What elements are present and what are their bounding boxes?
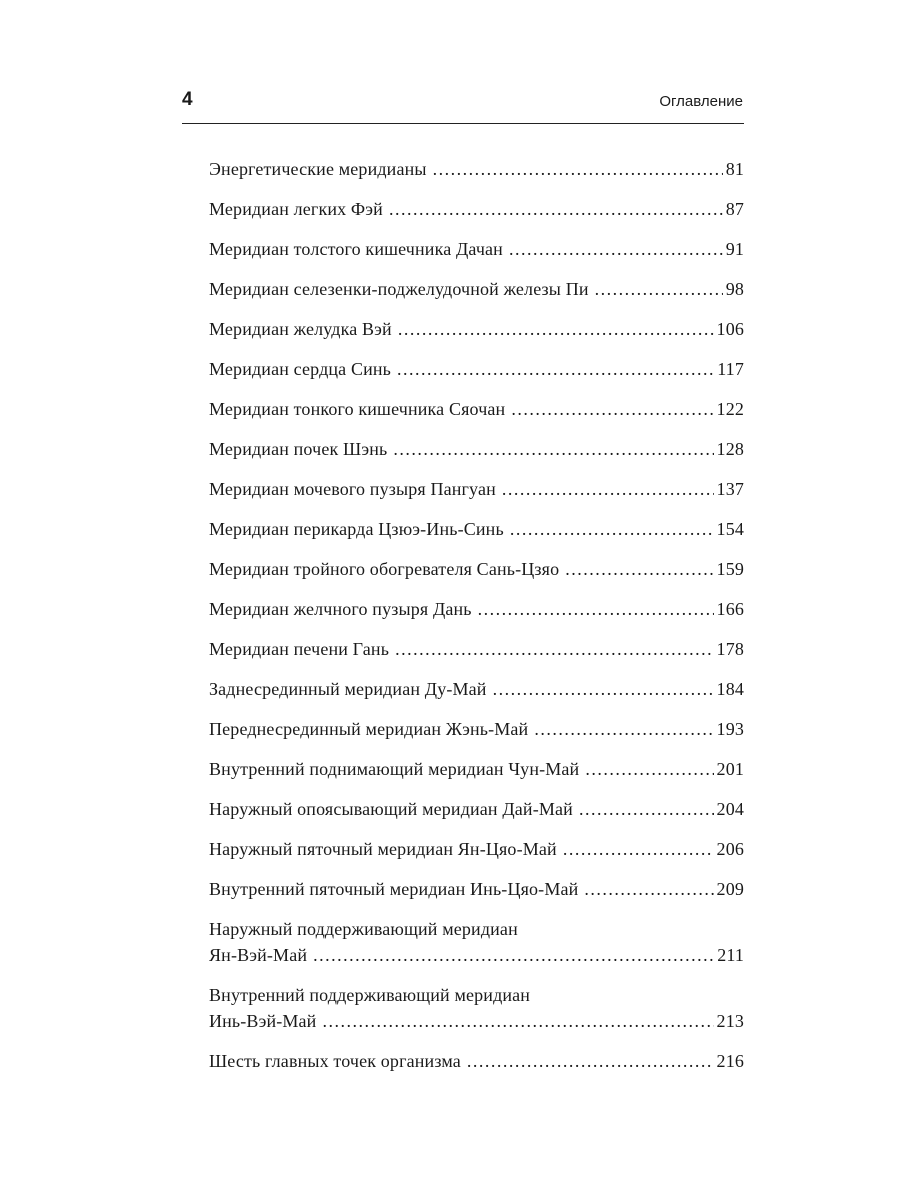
toc-entry-title: Меридиан печени Гань (209, 639, 390, 659)
toc-entry[interactable] (209, 516, 744, 542)
dot-leader (493, 676, 714, 702)
dot-leader (502, 476, 714, 502)
toc-entry-page: 137 (716, 479, 744, 499)
toc-entry-page: 166 (716, 599, 744, 619)
dot-leader (322, 1008, 713, 1034)
toc-entry[interactable] (209, 196, 744, 222)
toc-entry-page: 87 (725, 199, 744, 219)
toc-entry-page: 122 (716, 399, 744, 419)
toc-entry[interactable] (209, 916, 744, 968)
toc-entry-page: 178 (716, 639, 744, 659)
toc-entry-page: 81 (725, 159, 744, 179)
toc-entry-title: Меридиан почек Шэнь (209, 439, 388, 459)
toc-entry[interactable] (209, 716, 744, 742)
toc-entry-title-continued: Инь-Вэй-Май (209, 1011, 317, 1031)
dot-leader (511, 396, 713, 422)
toc-entry-page: 213 (716, 1011, 744, 1031)
toc-entry[interactable] (209, 276, 744, 302)
toc-entry-page: 216 (716, 1051, 744, 1071)
toc-entry-title: Внутренний поддерживающий меридиан (209, 985, 531, 1005)
dot-leader (395, 636, 713, 662)
toc-entry[interactable] (209, 596, 744, 622)
running-head: Оглавление (659, 93, 743, 110)
toc-entry[interactable] (209, 1048, 744, 1074)
toc-entry-title: Наружный поддерживающий меридиан (209, 919, 518, 939)
toc-entry[interactable] (209, 756, 744, 782)
dot-leader (509, 236, 723, 262)
toc-entry-title: Энергетические меридианы (209, 159, 427, 179)
dot-leader (534, 716, 713, 742)
toc-entry[interactable] (209, 836, 744, 862)
toc-entry-page: 154 (716, 519, 744, 539)
dot-leader (565, 556, 713, 582)
toc-entry-page: 117 (717, 359, 744, 379)
toc-entry-title: Шесть главных точек организма (209, 1051, 461, 1071)
toc-entry-title: Меридиан желудка Вэй (209, 319, 392, 339)
toc-entry-page: 98 (725, 279, 744, 299)
toc-entry[interactable] (209, 796, 744, 822)
toc-entry-title: Наружный опоясывающий меридиан Дай-Май (209, 799, 573, 819)
header-rule (182, 123, 744, 124)
dot-leader (510, 516, 714, 542)
toc-entry-title: Меридиан сердца Синь (209, 359, 392, 379)
toc-entry-title: Меридиан тонкого кишечника Сяочан (209, 399, 506, 419)
toc-entry[interactable] (209, 236, 744, 262)
toc-entry-title: Меридиан толстого кишечника Дачан (209, 239, 503, 259)
dot-leader (563, 836, 714, 862)
dot-leader (478, 596, 714, 622)
toc-entry[interactable] (209, 436, 744, 462)
toc-entry-page: 209 (716, 879, 744, 899)
dot-leader (585, 756, 713, 782)
dot-leader (397, 356, 714, 382)
toc-entry[interactable] (209, 676, 744, 702)
toc-entry-page: 106 (716, 319, 744, 339)
toc-entry-page: 159 (716, 559, 744, 579)
dot-leader (467, 1048, 714, 1074)
toc-entry-title: Внутренний поднимающий меридиан Чун-Май (209, 759, 580, 779)
toc-entry[interactable] (209, 476, 744, 502)
dot-leader (389, 196, 723, 222)
toc-entry-title: Меридиан легких Фэй (209, 199, 383, 219)
dot-leader (584, 876, 713, 902)
toc-entry-page: 184 (716, 679, 744, 699)
toc-entry-title: Меридиан желчного пузыря Дань (209, 599, 472, 619)
toc-entry-page: 204 (716, 799, 744, 819)
toc-entry-title: Меридиан тройного обогревателя Сань-Цзяо (209, 559, 560, 579)
toc-entry[interactable] (209, 982, 744, 1034)
dot-leader (313, 942, 714, 968)
toc-entry-title: Внутренний пяточный меридиан Инь-Цяо-Май (209, 879, 579, 899)
dot-leader (393, 436, 713, 462)
dot-leader (398, 316, 714, 342)
page-number: 4 (182, 89, 193, 110)
toc-entry[interactable] (209, 316, 744, 342)
toc-entry-title: Переднесрединный меридиан Жэнь-Май (209, 719, 529, 739)
toc-entry-title: Наружный пяточный меридиан Ян-Цяо-Май (209, 839, 557, 859)
toc-entry[interactable] (209, 396, 744, 422)
dot-leader (595, 276, 723, 302)
toc-entry-page: 201 (716, 759, 744, 779)
table-of-contents (209, 156, 744, 1088)
toc-entry[interactable] (209, 356, 744, 382)
toc-entry-page: 91 (725, 239, 744, 259)
toc-entry-page: 193 (716, 719, 744, 739)
dot-leader (579, 796, 714, 822)
toc-entry-title: Меридиан селезенки-поджелудочной железы Пи (209, 279, 589, 299)
toc-entry-page: 206 (716, 839, 744, 859)
toc-entry[interactable] (209, 876, 744, 902)
toc-entry-title-continued: Ян-Вэй-Май (209, 945, 308, 965)
toc-entry-title: Меридиан перикарда Цзюэ-Инь-Синь (209, 519, 504, 539)
toc-entry-page: 211 (717, 945, 744, 965)
toc-entry-page: 128 (716, 439, 744, 459)
toc-entry[interactable] (209, 636, 744, 662)
toc-entry[interactable] (209, 556, 744, 582)
toc-entry[interactable] (209, 156, 744, 182)
toc-entry-title: Заднесрединный меридиан Ду-Май (209, 679, 487, 699)
toc-entry-title: Меридиан мочевого пузыря Пангуан (209, 479, 496, 499)
dot-leader (433, 156, 723, 182)
